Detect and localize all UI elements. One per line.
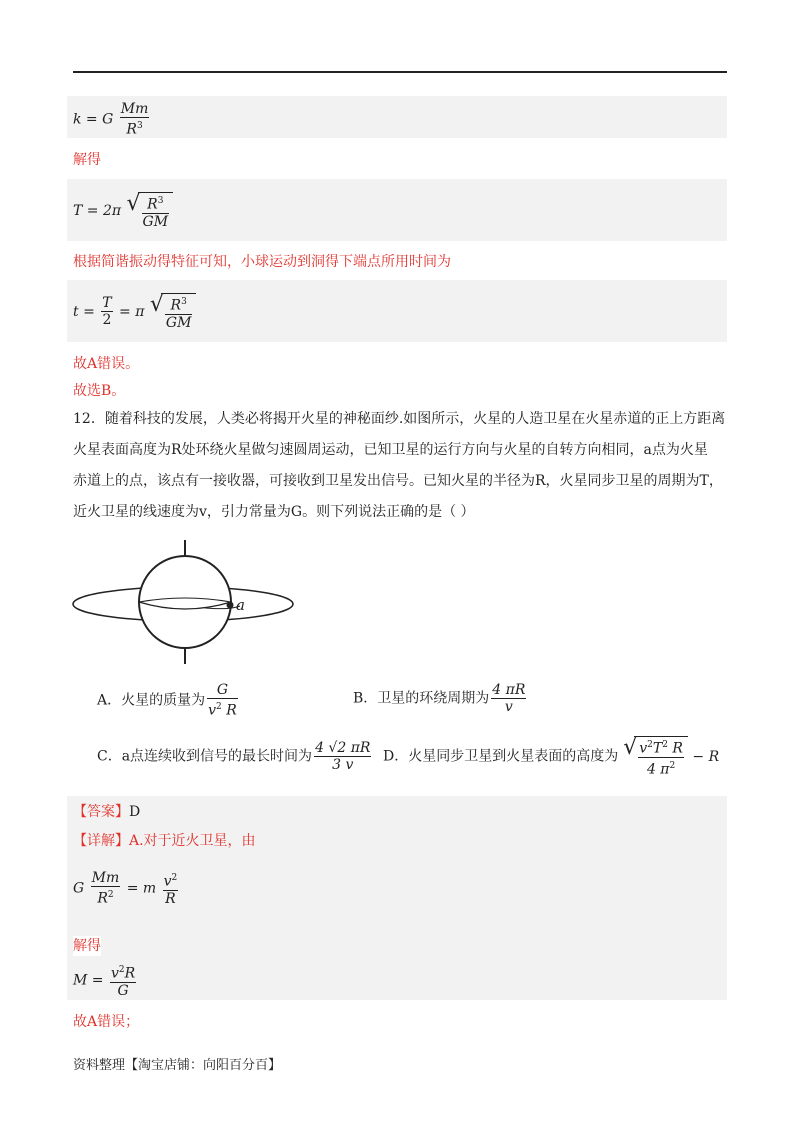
question-line-4: 近火卫星的线速度为v，引力常量为G。则下列说法正确的是（ ） xyxy=(73,504,475,520)
equation-T: T = 2π √ $\frac{R^3}{GM}$ xyxy=(73,192,173,230)
point-a-dot xyxy=(227,602,234,609)
option-d-label: D．火星同步卫星到火星表面的高度为 xyxy=(383,748,619,765)
option-a[interactable]: A．火星的质量为 $\frac{G}{v^2 R}$ xyxy=(97,682,237,719)
solve-label-1: 解得 xyxy=(73,152,101,168)
question-line-1: 12．随着科技的发展，人类必将揭开火星的神秘面纱.如图所示，火星的人造卫星在火星赤道的正上方距离 xyxy=(73,411,726,427)
option-c[interactable]: C．a点连续收到信号的最长时间为 $\frac{4 √2 \pi R}{3 v}$ xyxy=(97,740,371,773)
a-wrong-2: 故A错误； xyxy=(73,1014,140,1030)
choose-b: 故选B。 xyxy=(73,383,126,399)
mars-sphere xyxy=(139,556,231,648)
shm-statement: 根据简谐振动得特征可知，小球运动到洞得下端点所用时间为 xyxy=(73,254,451,270)
mars-satellite-figure xyxy=(70,538,300,668)
question-12 xyxy=(73,404,733,528)
detail-text: A.对于近火卫星，由 xyxy=(129,833,256,849)
equation-box-k xyxy=(67,96,727,138)
option-b[interactable]: B．卫星的环绕周期为 $\frac{4 \pi R}{v}$ xyxy=(353,682,526,715)
answer-bracket: 【答案】 xyxy=(73,804,129,820)
question-line-3: 赤道上的点，该点有一接收器，可接收到卫星发出信号。已知火星的半径为R，火星同步卫星的周期为T， xyxy=(73,473,723,489)
equation-t: t = $\frac{T}{2}$ = π √ $\frac{R^3}{GM}$ xyxy=(73,293,196,331)
answer-line xyxy=(73,802,140,822)
detail-line xyxy=(73,831,256,851)
footer-source: 资料整理【淘宝店铺：向阳百分百】 xyxy=(73,1058,282,1073)
detail-bracket: 【详解】 xyxy=(73,833,129,849)
option-c-label: C．a点连续收到信号的最长时间为 xyxy=(97,748,313,765)
equation-gravity: G $\frac{Mm}{R^2}$ = m $\frac{v^2}{R}$ xyxy=(73,870,178,907)
option-a-label: A．火星的质量为 xyxy=(97,692,206,709)
point-a-label: a xyxy=(236,596,245,614)
option-d[interactable]: D．火星同步卫星到火星表面的高度为 √ $\frac{v^2T^2 R}{4 \pi^2}$ − R xyxy=(383,736,719,777)
answer-value: D xyxy=(129,804,141,820)
question-line-2: 火星表面高度为R处环绕火星做匀速圆周运动，已知卫星的运行方向与火星的自转方向相同，a点为火星 xyxy=(73,442,708,458)
solve-label-2: 解得 xyxy=(73,938,101,954)
equation-M: M = $\frac{v^2R}{G}$ xyxy=(73,965,136,999)
header-rule xyxy=(73,71,727,73)
a-wrong-1: 故A错误。 xyxy=(73,356,140,372)
option-b-label: B．卫星的环绕周期为 xyxy=(353,690,490,707)
equation-k: k = G $\frac{Mm}{R^3}$ xyxy=(73,101,149,138)
